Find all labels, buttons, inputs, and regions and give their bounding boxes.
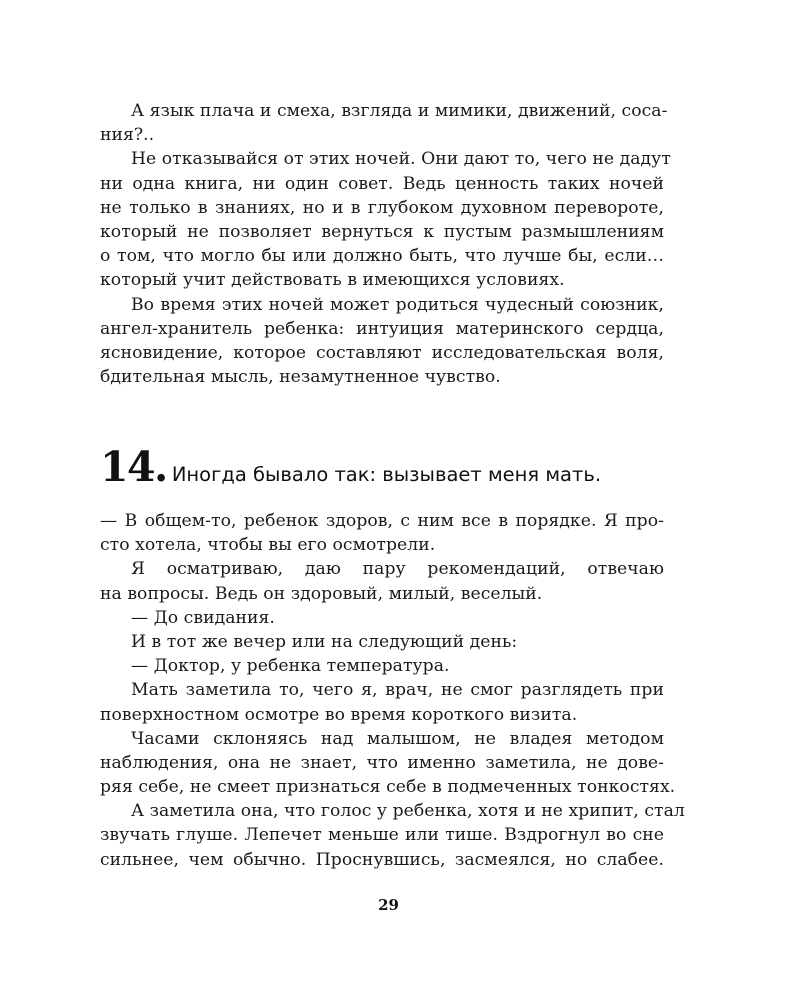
text-line: наблюдения, она не знает, что именно заметила, не дове- [100,752,664,773]
text-line: который учит действовать в имеющихся условиях. [100,270,565,291]
text-line: поверхностном осмотре во время короткого визита. [100,704,578,725]
text-line: звучать глуше. Лепечет меньше или тише. Вздрогнул во сне [100,825,664,846]
text-line: Мать заметила то, чего я, врач, не смог разглядеть при [131,680,664,701]
text-line: И в тот же вечер или на следующий день: [131,631,518,652]
text-block-top [100,99,671,389]
text-line: — Доктор, у ребенка температура. [131,656,450,677]
text-line: Не отказывайся от этих ночей. Они дают то, чего не дадут [131,149,671,170]
text-line: Во время этих ночей может родиться чудесный союзник, [131,294,664,315]
text-line: Часами склоняясь над малышом, не владея методом [131,728,664,749]
text-line: на вопросы. Ведь он здоровый, милый, веселый. [100,583,543,604]
text-line: Я осматриваю, даю пару рекомендаций, отвечаю [131,559,664,580]
text-line: ангел-хранитель ребенка: интуиция материнского сердца, [100,318,664,339]
text-line: ряя себе, не смеет признаться себе в подмеченных тонкостях. [100,777,676,798]
section-number: 14. [100,443,167,491]
text-line: А заметила она, что голос у ребенка, хотя и не хрипит, стал [131,801,685,822]
text-line: бдительная мысль, незамутненное чувство. [100,367,501,388]
text-line: А язык плача и смеха, взгляда и мимики, движений, соса- [131,101,668,121]
section-heading [100,443,680,491]
section-heading-text: Иногда бывало так: вызывает меня мать. [171,463,602,486]
text-line: — До свидания. [131,607,275,628]
text-line: сто хотела, чтобы вы его осмотрели. [100,535,436,556]
text-line: сильнее, чем обычно. Проснувшись, засмеялся, но слабее. [100,849,664,870]
page-number: 29 [378,896,399,914]
text-line: не только в знаниях, но и в глубоком духовном перевороте, [100,197,664,218]
text-line: который не позволяет вернуться к пустым размышлениям [100,221,664,242]
text-line: о том, что могло бы или должно быть, что лучше бы, если… [100,246,664,267]
text-line: ясновидение, которое составляют исследовательская воля, [100,342,664,363]
text-line: ни одна книга, ни один совет. Ведь ценность таких ночей [100,173,664,194]
text-line: — В общем-то, ребенок здоров, с ним все в порядке. Я про- [100,511,664,531]
text-block-bottom [100,509,685,872]
text-line: ния?.. [100,125,155,146]
